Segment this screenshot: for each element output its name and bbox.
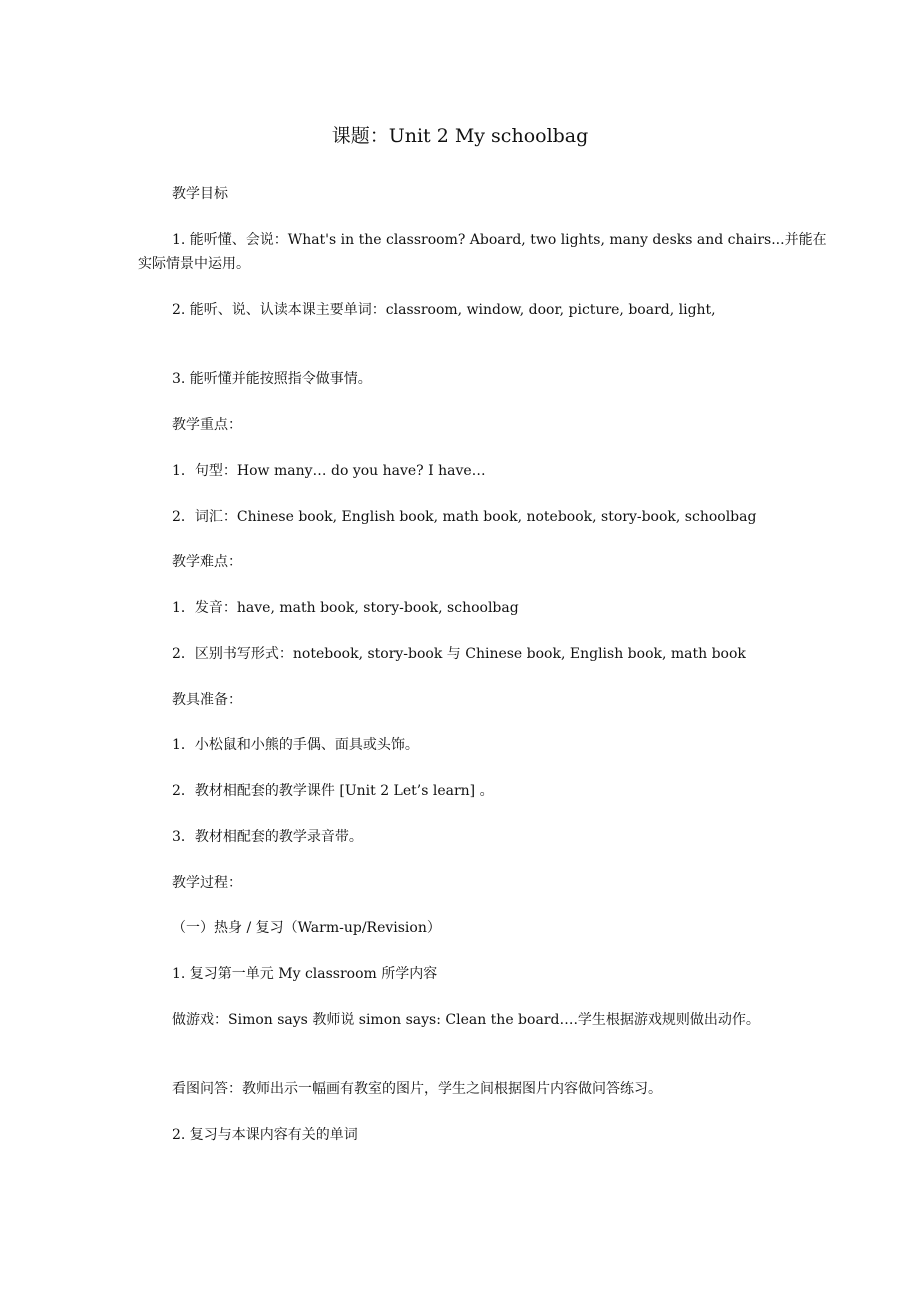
material-2: 2．教材相配套的教学课件 [Unit 2 Let’s learn] 。 — [172, 783, 494, 799]
heading-teaching-objectives: 教学目标 — [172, 186, 228, 202]
objective-3: 3. 能听懂并能按照指令做事情。 — [172, 371, 372, 387]
heading-key-points: 教学重点： — [172, 417, 242, 433]
key-point-1: 1．句型：How many… do you have? I have… — [172, 463, 486, 479]
process-section-1: （一）热身 / 复习（Warm-up/Revision） — [172, 920, 441, 936]
objective-2: 2. 能听、说、认读本课主要单词：classroom, window, door, picture, board, light, — [172, 302, 716, 318]
heading-materials: 教具准备： — [172, 692, 242, 708]
process-step-1: 1. 复习第一单元 My classroom 所学内容 — [172, 966, 438, 982]
heading-difficulties: 教学难点： — [172, 554, 242, 570]
material-3: 3．教材相配套的教学录音带。 — [172, 829, 363, 845]
document-title: 课题：Unit 2 My schoolbag — [331, 125, 589, 147]
difficulty-2: 2．区别书写形式：notebook, story-book 与 Chinese book, English book, math book — [172, 646, 746, 662]
key-point-2: 2．词汇：Chinese book, English book, math book, notebook, story-book, schoolbag — [172, 509, 757, 525]
objective-1: 1. 能听懂、会说：What's in the classroom? Aboard, two lights, many desks and chairs...并能在实际情景中运用。 — [138, 232, 827, 272]
process-game: 做游戏：Simon says 教师说 simon says: Clean the board….学生根据游戏规则做出动作。 — [172, 1012, 760, 1028]
process-picture-qa: 看图问答：教师出示一幅画有教室的图片，学生之间根据图片内容做问答练习。 — [172, 1081, 662, 1097]
process-step-2: 2. 复习与本课内容有关的单词 — [172, 1127, 358, 1143]
heading-process: 教学过程： — [172, 875, 242, 891]
difficulty-1: 1．发音：have, math book, story-book, schoolbag — [172, 600, 519, 616]
material-1: 1．小松鼠和小熊的手偶、面具或头饰。 — [172, 737, 419, 753]
